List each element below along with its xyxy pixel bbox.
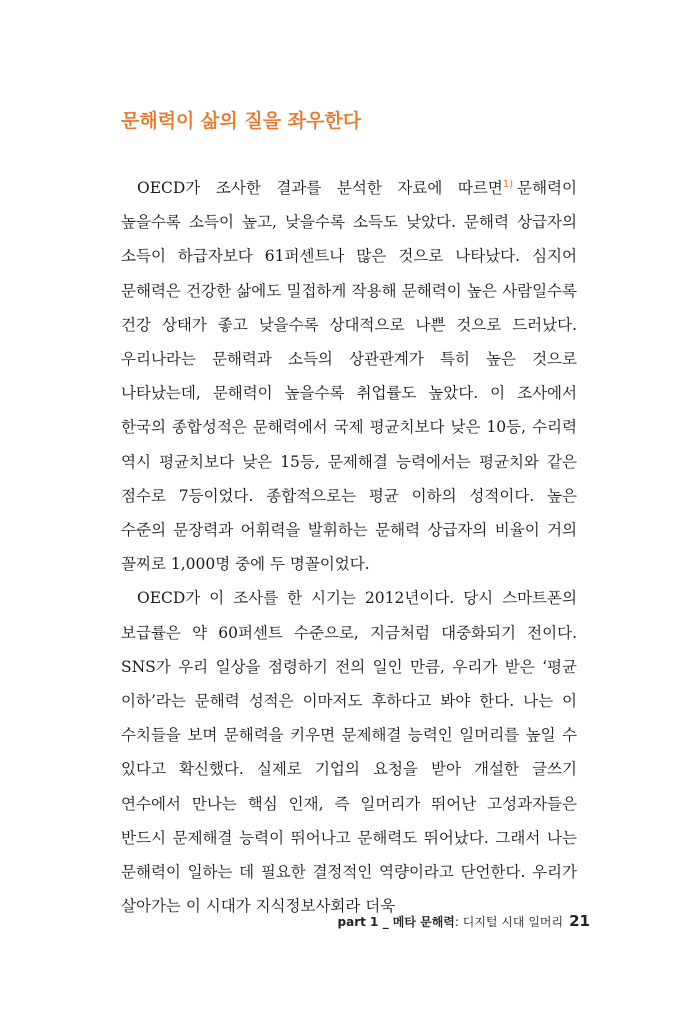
paragraph-2: OECD가 이 조사를 한 시기는 2012년이다. 당시 스마트폰의 보급률은 약 60퍼센트 수준으로, 지금처럼 대중화되기 전이다. SNS가 우리 일상을 점령하기 전의 일인 만큼, 우리가 받은 ‘평균 이하’라는 문해력 성적은 이마저도 후하다고 봐야 한다. 나는 이 수치들을 보며 문해력을 키우면 문제해결 능력인 일머리를 높일 수 있다고 확신했다. 실제로 기업의 요청을 받아 개설한 글쓰기 연수에서 만나는 핵심 인재, 즉 일머리가 뛰어난 고성과자들은 반드시 문제해결 능력이 뛰어나고 문해력도 뛰어났다. 그래서 나는 문해력이 일하는 데 필요한 결정적인 역량이라고 단언한다. 우리가 살아가는 이 시대가 지식정보사회라 더욱 (121, 589, 577, 916)
page-number: 21 (569, 912, 590, 930)
paragraph-1-lead: OECD가 조사한 결과를 분석한 자료에 따르면 (137, 179, 503, 197)
section-heading: 문해력이 삶의 질을 좌우한다 (121, 110, 362, 132)
running-footer (338, 912, 590, 930)
footer-part-label: part 1 _ 메타 문해력 (337, 915, 455, 929)
body-text (121, 171, 577, 923)
footnote-reference[interactable]: 1) (502, 178, 514, 190)
footer-subtitle: : 디지털 시대 일머리 (454, 915, 564, 929)
paragraph-1-rest: 문해력이 높을수록 소득이 높고, 낮을수록 소득도 낮았다. 문해력 상급자의 소득이 하급자보다 61퍼센트나 많은 것으로 나타났다. 심지어 문해력은 건강한 삶에도 밀접하게 작용해 문해력이 높은 사람일수록 건강 상태가 좋고 낮을수록 상대적으로 나쁜 것으로 드러났다. 우리나라는 문해력과 소득의 상관관계가 특히 높은 것으로 나타났는데, 문해력이 높을수록 취업률도 높았다. 이 조사에서 한국의 종합성적은 문해력에서 국제 평균치보다 낮은 10등, 수리력 역시 평균치보다 낮은 15등, 문제해결 능력에서는 평균치와 같은 점수로 7등이었다. 종합적으로는 평균 이하의 성적이다. 높은 수준의 문장력과 어휘력을 발휘하는 문해력 상급자의 비율이 거의 꼴찌로 1,000명 중에 두 명꼴이었다. (121, 179, 577, 574)
paragraph-1 (121, 171, 577, 581)
